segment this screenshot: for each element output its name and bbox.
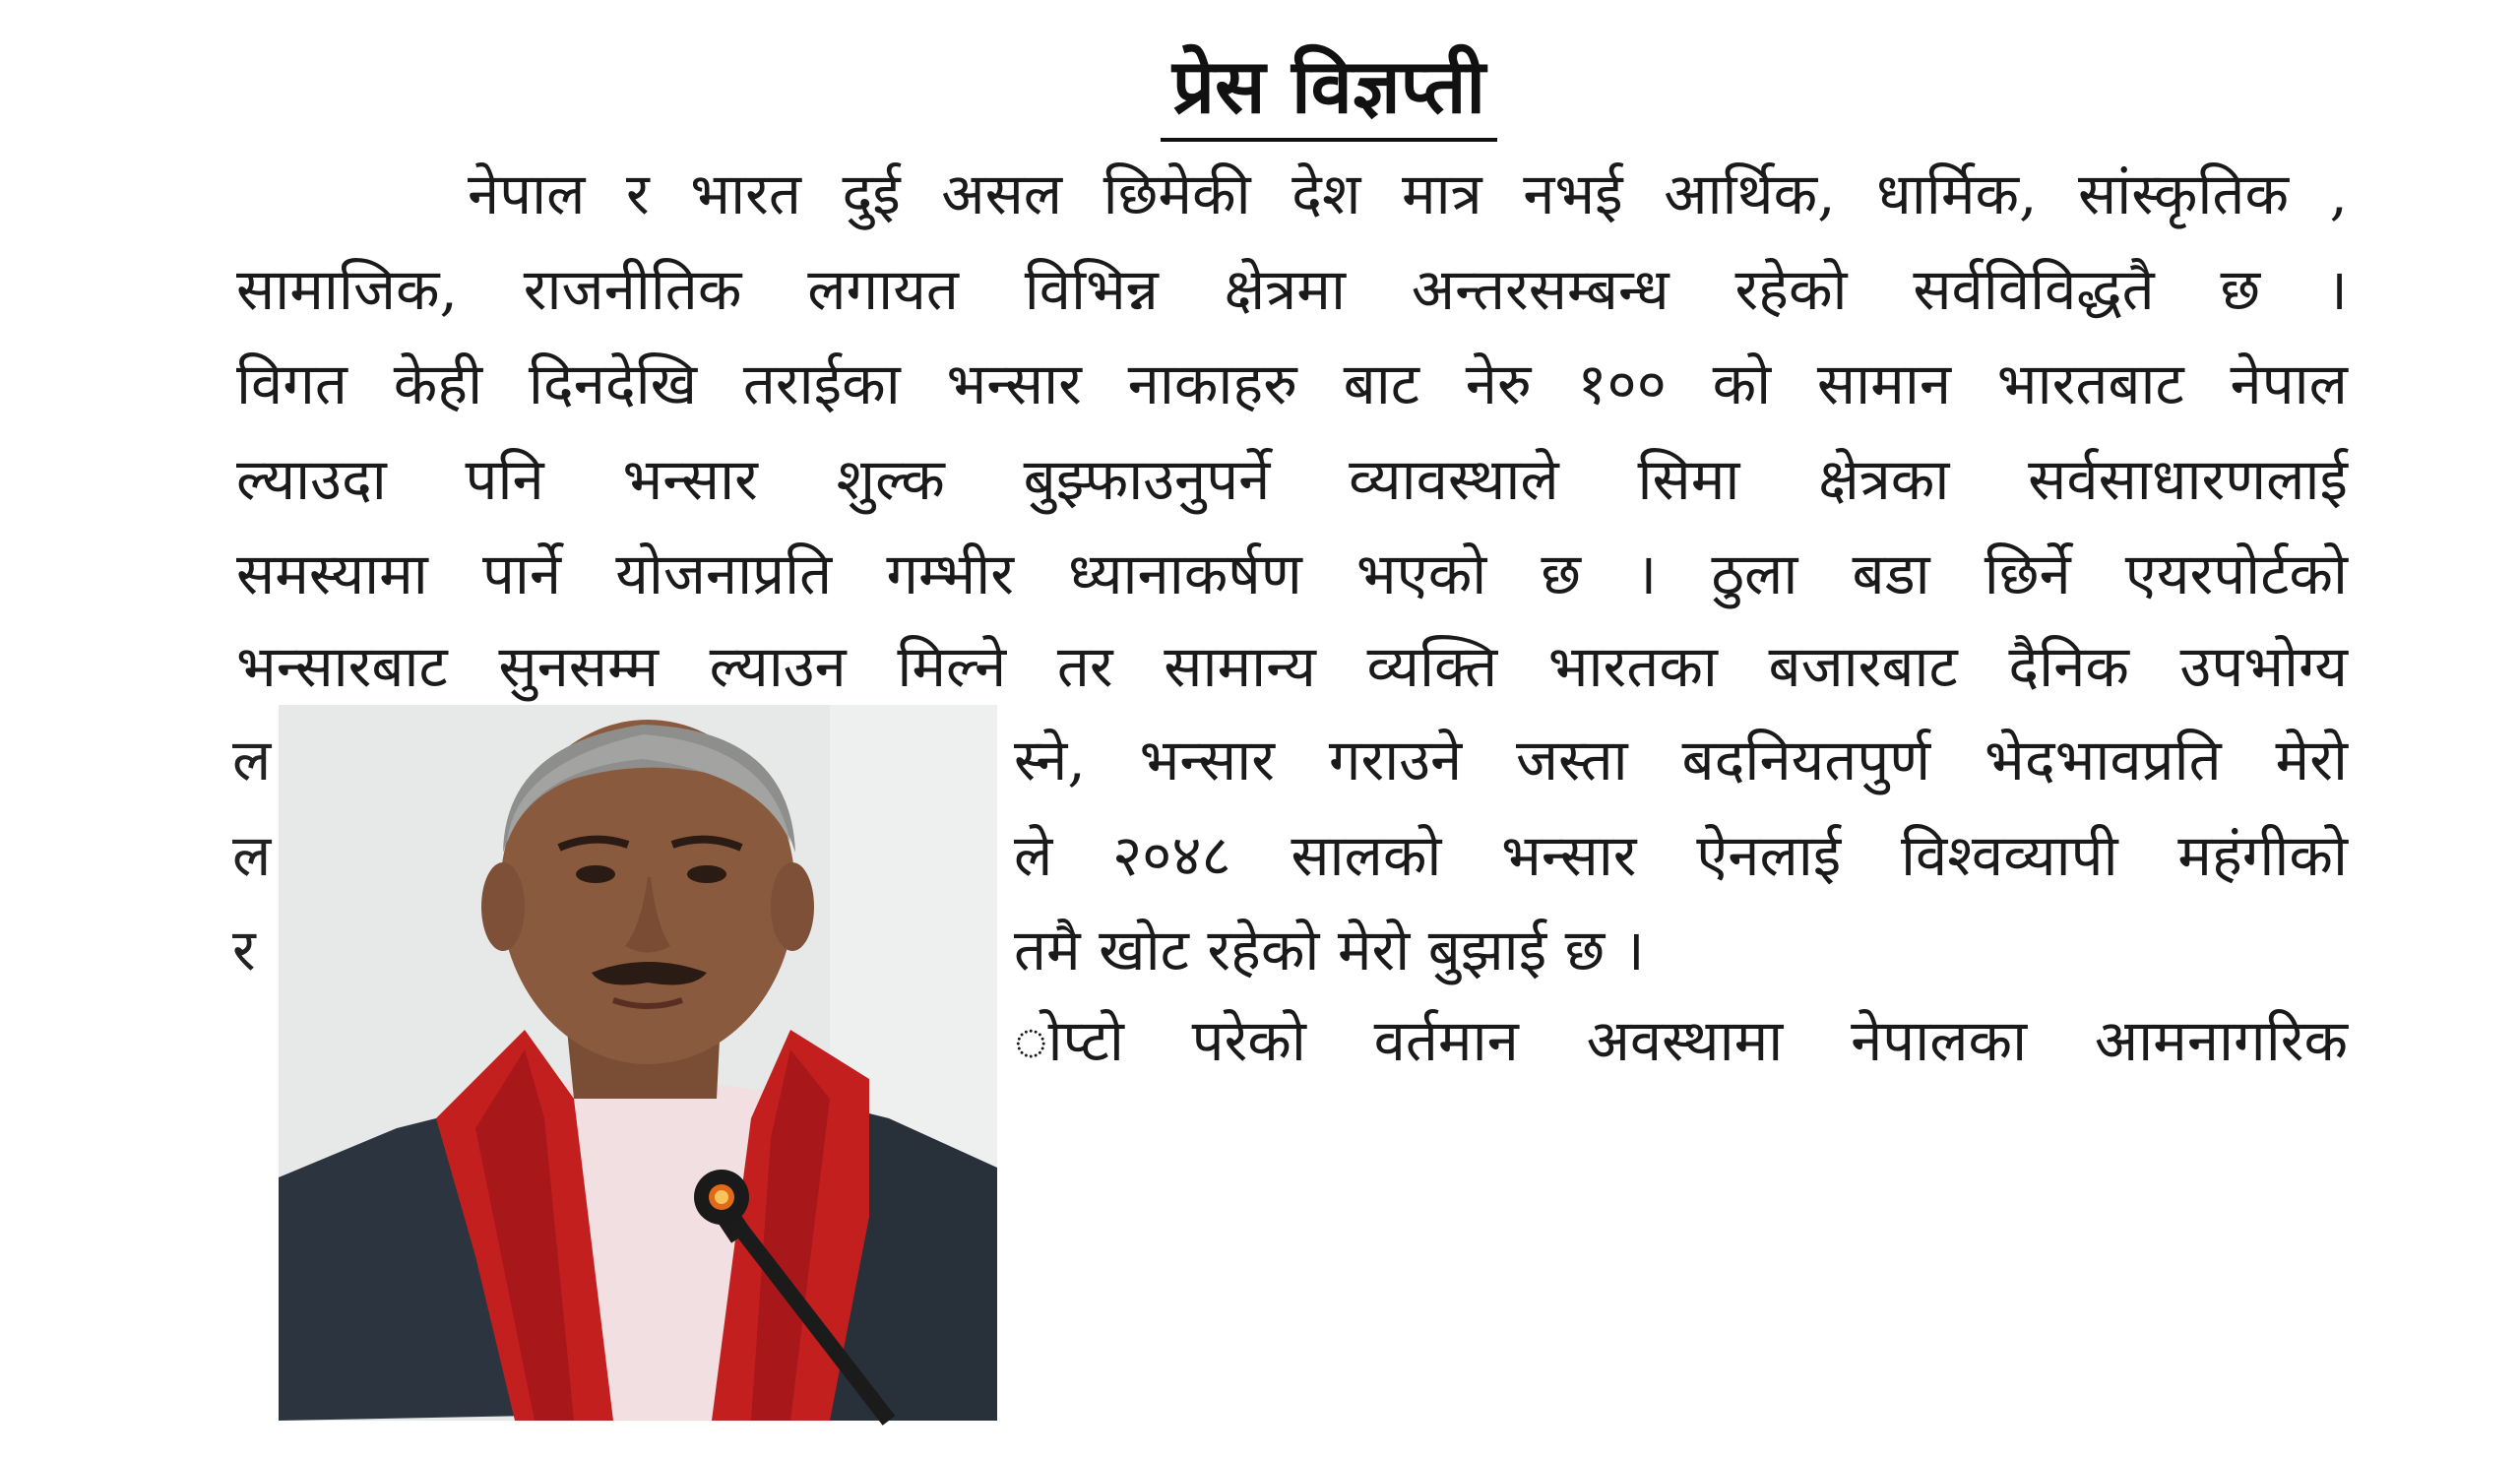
- body-line-4: ल्याउदा पनि भन्सार शुल्क बुझ्फाउनुपर्ने व्यावस्थाले सिमा क्षेत्रका सर्वसाधारणलाई: [236, 446, 2348, 513]
- body-line-5: समस्यामा पार्ने योजनाप्रति गम्भीर ध्यानाकर्षण भएको छ । ठुला बडा छिर्ने एयरपोर्टको: [236, 540, 2348, 607]
- body-line-2: सामाजिक, राजनीतिक लगायत विभिन्न क्षेत्रमा अन्तरसम्बन्ध रहेको सर्वविविद्धतै छ ।: [236, 256, 2348, 323]
- body-line-1: नेपाल र भारत दुई असल छिमेकी देश मात्र नभई आर्थिक, धार्मिक, सांस्कृतिक ,: [468, 160, 2348, 227]
- body-line-6: भन्सारबाट सुनसम्म ल्याउन मिल्ने तर सामान्य व्यक्ति भारतका बजारबाट दैनिक उपभोग्य: [236, 633, 2348, 700]
- body-line-9: तमै खोट रहेको मेरो बुझाई छ ।: [1014, 917, 1645, 983]
- body-line-3: विगत केही दिनदेखि तराईका भन्सार नाकाहरु बाट नेरु १०० को सामान भारतबाट नेपाल: [236, 350, 2348, 417]
- document-title-text: प्रेस विज्ञप्ती: [1161, 37, 1497, 142]
- body-line-7: स्ने, भन्सार गराउने जस्ता बदनियतपुर्ण भेदभावप्रति मेरो: [1014, 727, 2348, 793]
- speaker-photo: [279, 705, 997, 1421]
- body-line-10: ोप्टो परेको वर्तमान अवस्थामा नेपालका आमनागरिक: [1014, 1007, 2348, 1074]
- hidden-line-edge: र: [232, 917, 256, 983]
- speaker-portrait: [279, 705, 997, 1421]
- body-line-8: ले २०४८ सालको भन्सार ऐनलाई विश्वव्यापी महंगीको: [1014, 822, 2348, 889]
- hidden-line-edge: ल: [232, 822, 272, 889]
- hidden-line-edge: ल: [232, 727, 272, 793]
